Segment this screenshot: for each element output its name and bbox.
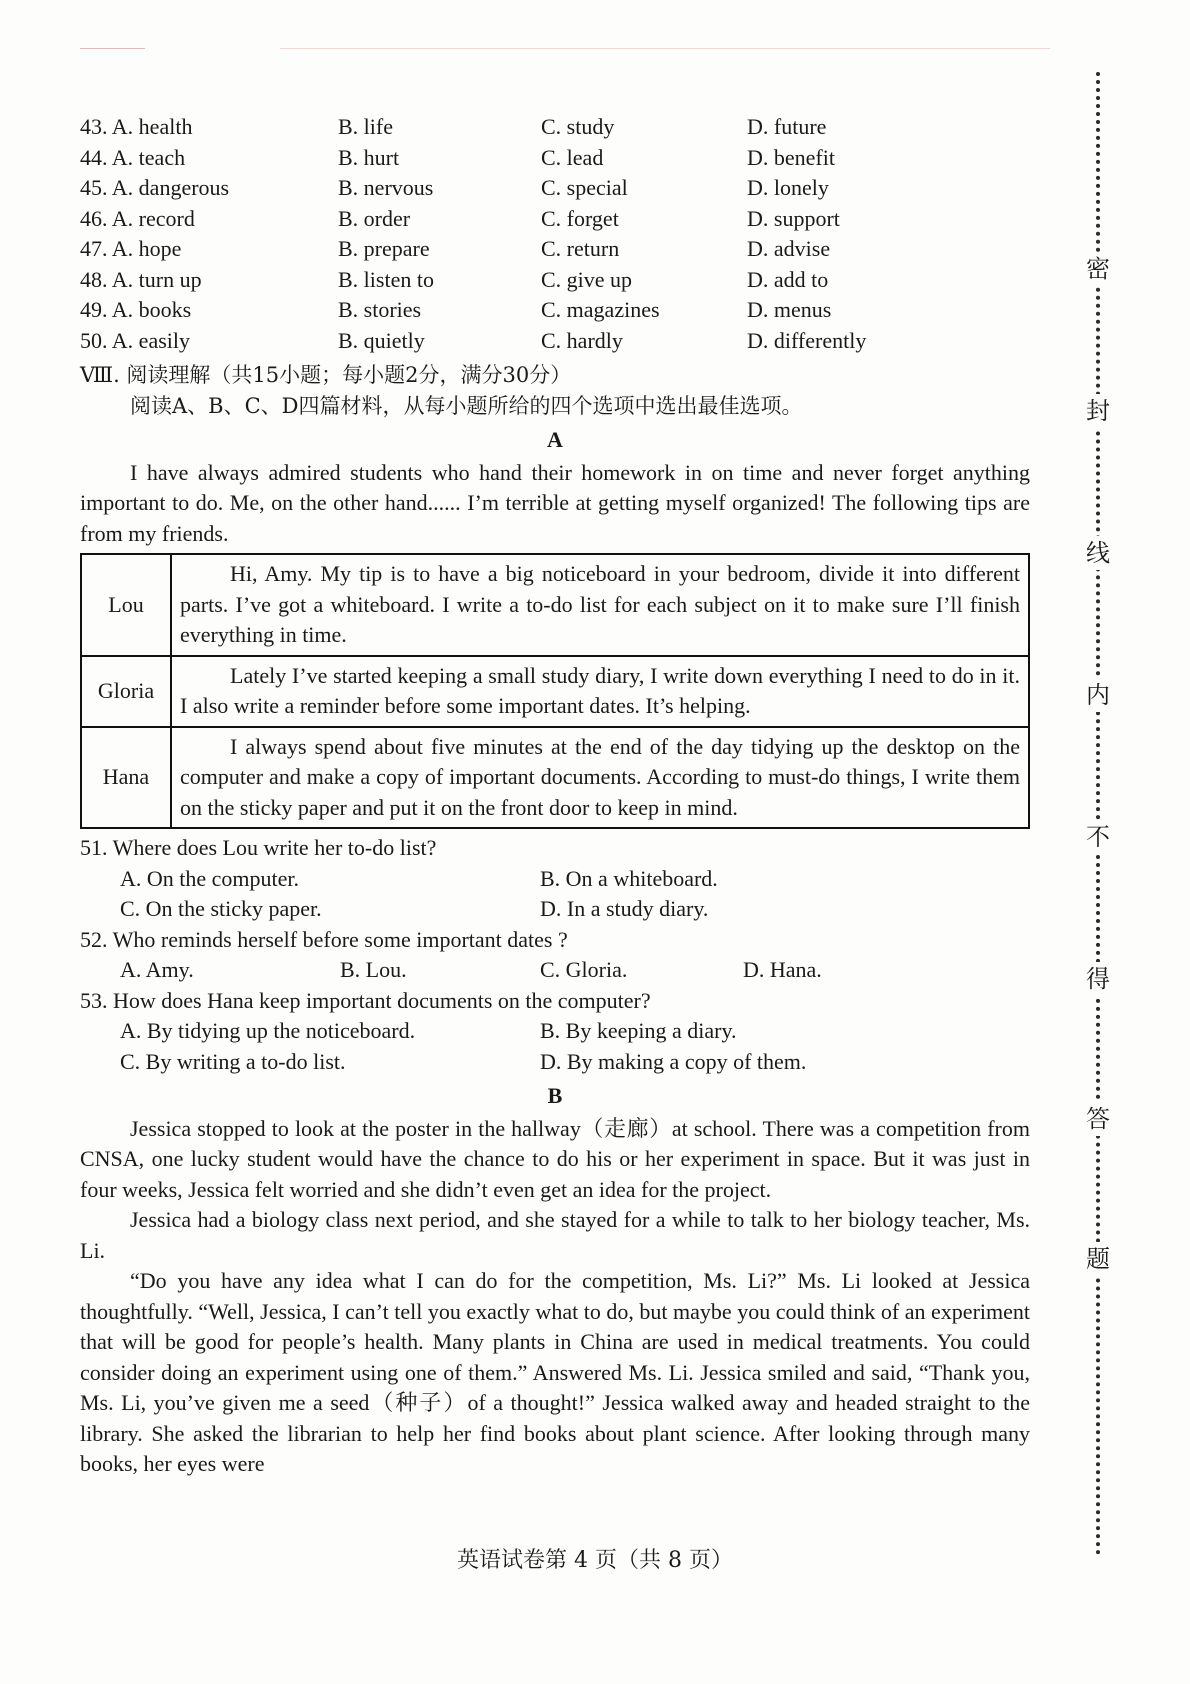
option-a: 47. A. hope	[80, 236, 182, 261]
answer-a: A. By tidying up the noticeboard.	[120, 1018, 416, 1043]
answer-c: C. On the sticky paper.	[120, 896, 322, 921]
option-d: D. menus	[747, 297, 832, 322]
option-a: 43. A. health	[80, 114, 193, 139]
answer-c: C. Gloria.	[540, 957, 628, 982]
question-51: 51. Where does Lou write her to-do list?	[80, 835, 437, 860]
option-c: C. forget	[541, 205, 619, 231]
option-c: C. hardly	[541, 327, 623, 353]
section-instruction: 阅读A、B、C、D四篇材料，从每小题所给的四个选项中选出最佳选项。	[130, 393, 803, 418]
question-53: 53. How does Hana keep important documents on the computer?	[80, 987, 651, 1013]
option-c: C. magazines	[541, 297, 660, 322]
option-d: D. future	[747, 114, 827, 139]
binding-char: 密	[1084, 252, 1112, 286]
exam-page	[80, 112, 1030, 1480]
tip-text: Lately I’ve started keeping a small study diary, I write down everything I need to do in it. I also write a reminder before some important dates. It’s helping.	[171, 656, 1029, 727]
question-52-answers	[80, 955, 1030, 986]
question-52: 52. Who reminds herself before some important dates ?	[80, 926, 568, 952]
binding-char: 题	[1084, 1242, 1112, 1276]
answer-d: D. In a study diary.	[540, 896, 709, 921]
tip-name: Lou	[81, 554, 171, 656]
option-b: B. prepare	[338, 236, 430, 261]
option-a: 45. A. dangerous	[80, 175, 230, 200]
option-c: C. lead	[541, 144, 604, 170]
option-c: C. special	[541, 175, 628, 200]
option-d: D. lonely	[747, 175, 829, 200]
passage-b-paragraph: Jessica had a biology class next period, and she stayed for a while to talk to her biology teacher, Ms. Li.	[80, 1207, 1030, 1263]
binding-char: 线	[1084, 536, 1112, 570]
option-a: 46. A. record	[80, 205, 195, 231]
tip-text: Hi, Amy. My tip is to have a big noticeboard in your bedroom, divide it into different parts. I’ve got a whiteboard. I write a to-do list for each subject on it to make sure I’ll finish everything in time.	[171, 554, 1029, 656]
table-row	[81, 727, 1029, 829]
option-c: C. return	[541, 236, 620, 261]
section-title: Ⅷ. 阅读理解（共15小题；每小题2分，满分30分）	[80, 363, 572, 387]
answer-b: B. On a whiteboard.	[540, 865, 718, 891]
top-rule-left	[80, 48, 145, 49]
answer-b: B. Lou.	[340, 957, 407, 982]
top-rule-right	[280, 48, 1050, 49]
table-row	[81, 554, 1029, 656]
tip-text: I always spend about five minutes at the end of the day tidying up the desktop on the computer and make a copy of important documents. According to must-do things, I write them on the sticky paper and put it on the front door to keep in mind.	[171, 727, 1029, 829]
option-b: B. quietly	[338, 327, 425, 353]
answer-a: A. Amy.	[120, 957, 194, 982]
tips-table	[80, 553, 1030, 829]
option-a: 50. A. easily	[80, 327, 190, 353]
binding-dotted-line	[1096, 72, 1100, 1556]
option-b: B. nervous	[338, 175, 434, 200]
page-footer: 英语试卷第 4 页（共 8 页）	[457, 1548, 733, 1573]
passage-a-intro: I have always admired students who hand their homework in on time and never forget anything important to do. Me, on the other hand...... I’m terrible at getting myself organized! The following tips are from my friends.	[80, 459, 1030, 546]
binding-char: 封	[1084, 394, 1112, 428]
option-b: B. order	[338, 205, 411, 231]
option-a: 44. A. teach	[80, 144, 186, 170]
tip-name: Gloria	[81, 656, 171, 727]
binding-char: 得	[1084, 962, 1112, 996]
option-c: C. give up	[541, 266, 633, 292]
binding-char: 内	[1084, 678, 1112, 712]
option-d: D. advise	[747, 236, 831, 261]
answer-c: C. By writing a to-do list.	[120, 1048, 346, 1074]
answer-b: B. By keeping a diary.	[540, 1018, 737, 1043]
option-d: D. support	[747, 205, 840, 231]
option-a: 48. A. turn up	[80, 266, 202, 292]
passage-a-heading: A	[547, 427, 563, 452]
option-b: B. life	[338, 114, 393, 139]
answer-a: A. On the computer.	[120, 865, 300, 891]
passage-b-heading: B	[547, 1083, 563, 1108]
answer-d: D. Hana.	[743, 957, 822, 982]
table-row	[81, 656, 1029, 727]
binding-strip	[1086, 72, 1110, 1556]
binding-char: 不	[1084, 820, 1112, 854]
option-b: B. listen to	[338, 266, 434, 292]
option-b: B. hurt	[338, 144, 400, 170]
binding-char: 答	[1084, 1102, 1112, 1136]
option-a: 49. A. books	[80, 297, 192, 322]
passage-b-paragraph: “Do you have any idea what I can do for the competition, Ms. Li?” Ms. Li looked at Jessica thoughtfully. “Well, Jessica, I can’t tell you exactly what to do, but maybe you could think of an experiment that will be good for people’s health. Many plants in China are used in medical treatments. You could consider doing an experiment using one of them.” Answered Ms. Li. Jessica smiled and said, “Thank you, Ms. Li, you’ve given me a seed（种子）of a thought!” Jessica walked away and headed straight to the library. She asked the librarian to help her find books about plant science. After looking through many books, her eyes were	[80, 1268, 1030, 1476]
option-d: D. differently	[747, 327, 867, 353]
option-d: D. benefit	[747, 144, 835, 170]
question-51-answers	[80, 864, 1030, 925]
option-d: D. add to	[747, 266, 829, 292]
tip-name: Hana	[81, 727, 171, 829]
option-b: B. stories	[338, 297, 422, 322]
passage-b-paragraph: Jessica stopped to look at the poster in the hallway（走廊）at school. There was a competition from CNSA, one lucky student would have the chance to do his or her experiment in space. But it was just in four weeks, Jessica felt worried and she didn’t even get an idea for the project.	[80, 1115, 1030, 1202]
answer-d: D. By making a copy of them.	[540, 1048, 807, 1074]
cloze-options	[80, 112, 1030, 356]
option-c: C. study	[541, 114, 615, 139]
question-53-answers	[80, 1016, 1030, 1077]
